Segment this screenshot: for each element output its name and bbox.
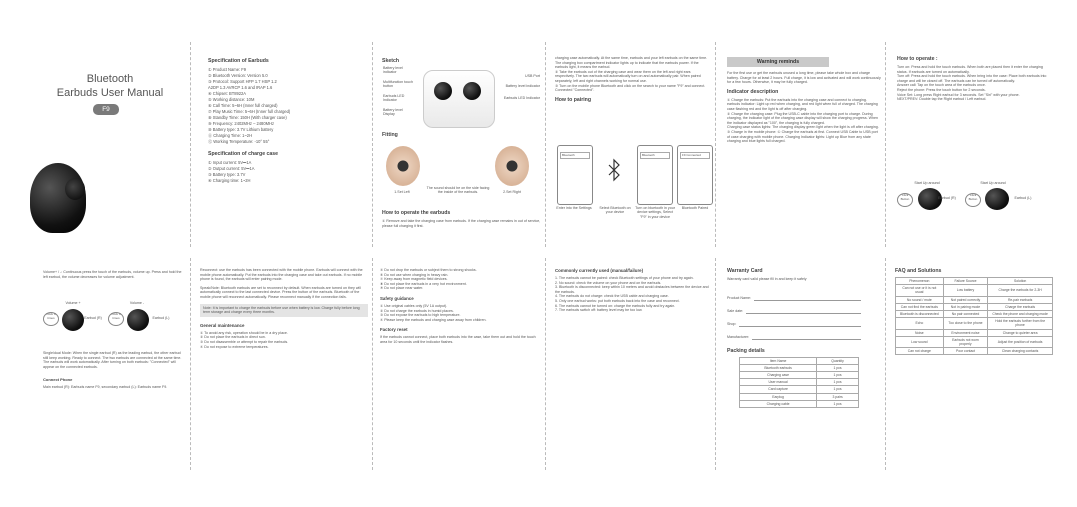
warranty-fields [727, 288, 881, 340]
warranty-panel [727, 268, 881, 463]
list-item: ① Use original cables only (5V 1A output). [380, 303, 448, 308]
table-cell: Can not find the earbuds [896, 303, 944, 310]
table-cell: Can not use or it is not usual [896, 285, 944, 296]
table-row [740, 372, 859, 379]
list-item: 5. Only one earbud works: put both earbuds back into the case and reconnect. [555, 298, 680, 303]
table-cell: Poor contact [943, 348, 988, 355]
table-row [740, 393, 859, 400]
safety-guide-heading: Safety guidance [380, 295, 414, 301]
table-cell: Phenomenon [896, 278, 944, 285]
fold-line [545, 42, 546, 247]
list-item: ⑤ Do not drop the earbuds or subject them to strong shocks. [380, 268, 477, 272]
table-cell: Environment noise [943, 329, 988, 336]
warning-text: For the first use or get the earbuds unused a long time, please take whole box and charge battery. Charge for at least 2 hours. Full charge, it is low and activated and will work continuously for a few hours. Otherwise, it may be fully charged. [727, 71, 881, 85]
list-item: ⑨ Frequency: 2402MHz – 2480MHz [208, 121, 275, 126]
volume-label: Earbud (R) [84, 316, 102, 320]
list-item: 3. Bluetooth is disconnected: keep within 10 meters and avoid obstacles between the device and the earbuds. [555, 285, 709, 294]
pairing-step-label: Enter into the Settings [556, 206, 592, 210]
list-item: ⑩ Battery type: 3.7V Lithium battery [208, 127, 274, 132]
list-item: Reject the phone: Press the touch button for 2 seconds. [897, 87, 986, 92]
warranty-field-row [727, 314, 881, 327]
reconnect-text2: Speak/Note: Bluetooth earbuds are set to reconnect by default. When earbuds are turned on they will automatically connect to the last connected device. Press the button of the earbuds. Bluetooth of the mobile phone will reconnect automatically. Please reconnect manually if the connection fails. [200, 285, 361, 299]
operate-label: Earbud (R) [938, 196, 956, 200]
phone-bar: F9 Connected [680, 152, 710, 159]
list-item: ④ Charging time: 1~2H [208, 178, 251, 183]
table-cell: Solution [988, 278, 1053, 285]
table-cell: Charge the earbuds [988, 303, 1053, 310]
indicator-heading: Indicator description [727, 88, 779, 95]
table-cell: Charging case [740, 372, 817, 379]
table-cell: Bluetooth is disconnected [896, 311, 944, 318]
volume-label: Click 3 times [43, 312, 59, 326]
list-item: ⑨ Do not place near water. [380, 286, 424, 291]
case-specs-heading: Specification of charge case [208, 151, 279, 157]
general-list [200, 331, 368, 349]
operate-label: Click Button [897, 193, 913, 207]
pairing-step-label: Turn on bluetooth in your device settings, Select "F9" in your device [635, 206, 675, 219]
faq-panel [895, 268, 1055, 463]
table-cell: User manual [740, 379, 817, 386]
table-row [740, 357, 859, 364]
volume-label: Volume - [129, 301, 145, 305]
troubles-panel [555, 268, 711, 463]
model-badge: F9 [93, 104, 119, 115]
list-item: ⑫ Working Temperature: -10° 55° [208, 139, 270, 144]
reconnect-panel [200, 268, 368, 463]
pairing-intro3: ③ Turn on the mobile phone Bluetooth and click on the search to your name "F9" and connect. Connected "Connected". [555, 83, 706, 93]
list-item: ① Charge the earbuds: Put the earbuds into the charging case and connect to charging. [727, 97, 867, 102]
list-item: ② Charge the charging case: Plug the USB-C cable into the charging port to charge. During charging, the indicator light of the charging case display will show the charging progress. When the indicator displayed as "100", the charging is fully charged. [727, 111, 879, 125]
case-earbud-left [434, 82, 452, 100]
sketch-label: Multifunction touch button [383, 80, 413, 89]
table-cell: Charge the earbuds for 2-3H [988, 285, 1053, 296]
list-item: 7. The earbuds switch off: battery level may be too low. [555, 308, 643, 313]
table-row [896, 329, 1053, 336]
operate-list [897, 65, 1052, 102]
table-cell: Low sound [896, 336, 944, 347]
list-item: 6. The earbuds cannot be turned on: charge the earbuds fully and try again. [555, 303, 676, 308]
list-item: ① To avoid any risk, operation should be in a dry place. [200, 330, 288, 335]
pairing-step-label: Bluetooth Paired [681, 206, 709, 210]
troubles-heading: Commonly currently used (manual/failure) [555, 268, 644, 273]
list-item: ② Do not charge the earbuds in humid places. [380, 308, 454, 313]
warranty-field-row [727, 301, 881, 314]
warranty-heading: Warranty Card [727, 268, 763, 274]
general-heading: General maintenance [200, 322, 245, 328]
table-cell: 1 pcs [817, 400, 859, 407]
safety-panel [380, 268, 542, 463]
pairing-intro2: ② Take the earbuds out of the charging case and wear them on the left and right ears respectively. The two earbuds will automatically turn on and automatically pair. When paired separately, left and right channels working for normal use. [555, 69, 701, 83]
table-row [896, 318, 1053, 329]
safety-guide-list [380, 304, 542, 322]
table-row [896, 296, 1053, 303]
connect-phone-text: Main earbud (R): Earbuds name F9, secondary earbud (L): Earbuds name F9. [43, 385, 168, 390]
operate-earbuds-block [382, 210, 542, 246]
list-item: ③ Charge in the mobile phone: ① Charge the earbuds at first. Connect USB Cable to USB port of case charging with mobile phone. Charging Indicator lights: Light up Blue from any state charging and blue lights full charged. [727, 129, 878, 144]
sketch-label: Earbuds LED Indicator [503, 96, 540, 100]
list-item: ⑦ Keep away from magnetic field devices. [380, 277, 448, 282]
safety-list [380, 268, 542, 291]
table-cell: Charging cable [740, 400, 817, 407]
list-item: Turn on: Press and hold the touch earbuds. When both are placed then it enter the charging status. If earbuds are turned on automatically. [897, 65, 1043, 74]
warranty-field-line[interactable] [739, 322, 861, 327]
fit-right-label: 2.Set Right [503, 190, 521, 194]
list-item: ⑦ Play Music Time: 5~6H (Inner full charged) [208, 109, 291, 114]
table-cell: Too close to the phone [943, 318, 988, 329]
fold-line [372, 42, 373, 247]
table-cell: Noise [896, 329, 944, 336]
phone-step-1 [557, 145, 593, 205]
specs-panel [208, 58, 368, 248]
list-item: ③ Protocol: Support HFP 1.7 HSP 1.2 [208, 79, 277, 84]
table-cell: Hold the earbuds further from the phone [988, 318, 1053, 329]
connect-phone-heading: Connect Phone [43, 377, 73, 383]
packing-heading: Packing details [727, 347, 765, 354]
volume-label: Earbud (L) [152, 316, 170, 320]
cover-title-line1: Bluetooth [86, 73, 134, 85]
table-cell: Adjust the position of earbuds [988, 336, 1053, 347]
fold-line [190, 42, 191, 247]
specs-heading: Specification of Earbuds [208, 58, 269, 64]
warranty-field-row [727, 327, 881, 340]
table-cell: Card capture [740, 386, 817, 393]
table-cell: Not paired correctly [943, 296, 988, 303]
list-item: ③ Do not disassemble or attempt to repair the earbuds. [200, 339, 289, 344]
table-cell: No pair connected [943, 311, 988, 318]
list-item: ② Do not place the earbuds in direct sun. [200, 335, 266, 340]
pairing-step-label: Select Bluetooth on your device [599, 206, 631, 215]
table-cell: Earbuds not worn properly [943, 336, 988, 347]
table-cell: Not in pairing mode [943, 303, 988, 310]
table-cell: Earplug [740, 393, 817, 400]
list-item: ⑥ Call Time: 5~6H (Inner full charged) [208, 103, 278, 108]
pairing-intro: charging case automatically. At the same time, earbuds and your left earbuds on the same time. The charging box compartment indicator lights up to indicate that the earbuds power. If the earbuds light, it means the earbud. [555, 56, 708, 70]
list-item: ④ Chipset: BT8922A [208, 91, 247, 96]
warranty-field-label: Product Name: [727, 296, 751, 300]
table-row [896, 311, 1053, 318]
fitting-heading: Fitting [382, 132, 398, 138]
list-item: ② Output current: 5V⎓1A [208, 166, 255, 171]
list-item: ② Bluetooth Version: Version 5.0 [208, 73, 268, 78]
phone-bar: Bluetooth [640, 152, 670, 159]
list-item: ④ Do not expose to extreme temperatures. [200, 344, 269, 349]
operate-panel [897, 56, 1052, 176]
bluetooth-icon [597, 145, 631, 203]
fit-ear-left [386, 146, 420, 186]
reset-text: If the earbuds cannot connect, place both earbuds into the case, take them out and hold the touch area for 10 seconds until the indicator flashes. [380, 335, 536, 344]
list-item: ⑧ Standby Time: 150H (With charger case) [208, 115, 287, 120]
operate-heading: How to operate : [897, 56, 938, 62]
warning-bar: Warning reminds [727, 57, 829, 67]
warranty-field-label: Manufacturer: [727, 335, 750, 339]
table-row [896, 348, 1053, 355]
packing-table [739, 357, 859, 408]
warranty-field-label: Sale date: [727, 309, 744, 313]
phone-step-2 [597, 145, 631, 203]
table-cell: 1 pcs [817, 386, 859, 393]
list-item: NEXT/PREV: Double tap the Right earbud / Left earbud. [897, 97, 987, 102]
list-item: ⑤ Working distance: 10M [208, 97, 255, 102]
single-mode-text: Single/dual Mode: When the single earbud (R) as the leading earbud, the other earbud still keep working. Ready to connect. The two earbuds are connected at the same time. The earbuds will work automatically. After turning on both earbuds: "Connected" will appear on the connected earbuds. [43, 351, 182, 369]
reconnect-text: Reconnect: use the earbuds has been connected with the mobile phone. Earbuds will connect with the mobile phone automatically. Put the earbuds into the charging case and take out earbuds. If no mobile phone is found, the earbuds will enter pairing mode. [200, 268, 363, 282]
reset-heading: Factory reset [380, 327, 408, 333]
list-item: earbuds indicator: Light up red when charging, and red light when full of charged. The charging case flashing red and the light is off after charging. [727, 102, 878, 111]
table-cell: Low battery [943, 285, 988, 296]
warranty-field-label: Shop: [727, 322, 737, 326]
case-specs-list [208, 160, 368, 184]
table-cell: Check the phone and charging mode [988, 311, 1053, 318]
list-item: Answer call: Tap on the touch area of the earbuds once. [897, 83, 986, 88]
table-cell: Item Name [740, 357, 817, 364]
warranty-field-row [727, 288, 881, 301]
list-item: 1. The earbuds cannot be paired: check Bluetooth settings of your phone and try again. [555, 276, 694, 280]
table-row [896, 336, 1053, 347]
table-row [896, 278, 1053, 285]
table-cell: Quantity [817, 357, 859, 364]
warranty-field-line[interactable] [752, 335, 861, 340]
table-cell: 3 pairs [817, 393, 859, 400]
faq-table [895, 277, 1053, 355]
table-row [740, 386, 859, 393]
volume-label: Click 3 times [108, 312, 124, 326]
table-cell: 1 pcs [817, 372, 859, 379]
list-item: ⑥ Do not use when charging in heavy rain. [380, 272, 449, 277]
list-item: ⑧ Do not place the earbuds in a very hot environment. [380, 281, 467, 286]
list-item: ③ Do not expose the earbuds to high temperature. [380, 313, 461, 318]
operate-label: Earbud (L) [1014, 196, 1032, 200]
operate-earbud-left [985, 188, 1009, 210]
table-cell: Failure Source [943, 278, 988, 285]
fold-line [885, 42, 886, 247]
table-row [896, 303, 1053, 310]
table-cell: 1 pcs [817, 364, 859, 371]
sketch-label: Battery level Display [383, 108, 403, 117]
list-item: A2DP 1.3 AVRCP 1.6 and IRAP 1.6 [208, 85, 273, 90]
fold-line [715, 258, 716, 470]
case-earbud-right [463, 82, 481, 100]
warning-panel [727, 71, 881, 247]
operate-earbuds-heading: How to operate the earbuds [382, 210, 451, 216]
operate-label: Start Up around [980, 181, 1006, 185]
cover-title-line2: Earbuds User Manual [56, 87, 164, 99]
list-item: Charging case status lights: The charging display green light when the light is off after charging. [727, 125, 879, 130]
fold-line [715, 42, 716, 247]
volume-panel [43, 270, 186, 304]
volume-label: Volume + [65, 301, 81, 305]
table-row [740, 400, 859, 407]
reconnect-note: Note: It is important to charge the earbuds before use when battery is low. Charge fully before long term storage and charge every three months. [200, 304, 368, 317]
table-cell: Clean charging contacts [988, 348, 1053, 355]
phone-step-4 [677, 145, 713, 205]
table-row [740, 379, 859, 386]
operate-label: Click Button [965, 193, 981, 207]
phone-step-3 [637, 145, 673, 205]
earbud-tip-image [65, 178, 85, 200]
pairing-heading: How to pairing [555, 96, 592, 103]
table-row [896, 285, 1053, 296]
phone-bar: Bluetooth [560, 152, 590, 159]
cover-title [30, 72, 190, 100]
indicator-list [727, 98, 881, 144]
table-cell: Re-pair earbuds [988, 296, 1053, 303]
fit-mid-label: The sound should be on the side facing the inside of the earbuds. [426, 186, 490, 195]
sketch-label: USB Port [525, 74, 540, 78]
table-cell: Bluetooth earbuds [740, 364, 817, 371]
warranty-sub: Warranty card valid please fill in and keep it safely [727, 277, 807, 281]
table-cell: No sound / mute [896, 296, 944, 303]
fit-ear-right [495, 146, 529, 186]
table-cell: Change to quieter area [988, 329, 1053, 336]
operate-label: Start Up around [914, 181, 940, 185]
fold-line [190, 258, 191, 470]
list-item: ⑪ Charging Time: 1~2H [208, 133, 253, 138]
troubles-list [555, 276, 711, 313]
fit-left-label: 1.Set Left [394, 190, 410, 194]
table-cell: 1 pcs [817, 379, 859, 386]
sketch-label: Battery level indicator [505, 84, 540, 88]
operate-earbuds-text: ① Remove and take the charging case from earbuds. If the charging case remains in out of service, please full charging it first. [382, 219, 541, 228]
specs-list [208, 67, 368, 145]
list-item: 4. The earbuds do not charge: check the USB cable and charging case. [555, 294, 669, 299]
sketch-label: Earbuds LED Indicator [383, 94, 405, 103]
table-row [740, 364, 859, 371]
warranty-field-line[interactable] [746, 309, 861, 314]
charging-case-image [423, 70, 495, 128]
fold-line [885, 258, 886, 470]
list-item: ④ Please keep the earbuds and charging case away from children. [380, 317, 487, 322]
list-item: 2. No sound: check the volume on your phone and on the earbuds. [555, 280, 662, 285]
faq-heading: FAQ and Solutions [895, 268, 942, 274]
list-item: ① Input current: 5V⎓1A [208, 160, 252, 165]
fold-line [372, 258, 373, 470]
list-item: Voice Set: Long press Right earbud for 3 seconds. Set "Siri" with your phone. [897, 92, 1020, 97]
fold-line [545, 258, 546, 470]
list-item: Turn off: Press and hold the touch earbuds. When bring into the case: Place both earbuds into charge and will be closed off. The earbuds can be turned off automatically. [897, 74, 1047, 83]
warranty-field-line[interactable] [754, 296, 861, 301]
sketch-heading: Sketch [382, 58, 400, 64]
volume-text: Volume+ / -: Continuous press the touch of the earbuds, volume up. Press and hold the left earbud, the volume decreases for volume adjustment. [43, 270, 182, 279]
single-mode-block [43, 351, 186, 461]
table-cell: Can not charge [896, 348, 944, 355]
list-item: ① Product Name: F9 [208, 67, 247, 72]
list-item: ③ Battery type: 3.7V [208, 172, 246, 177]
table-cell: Echo [896, 318, 944, 329]
sketch-label: Battery level indicator [383, 66, 403, 75]
